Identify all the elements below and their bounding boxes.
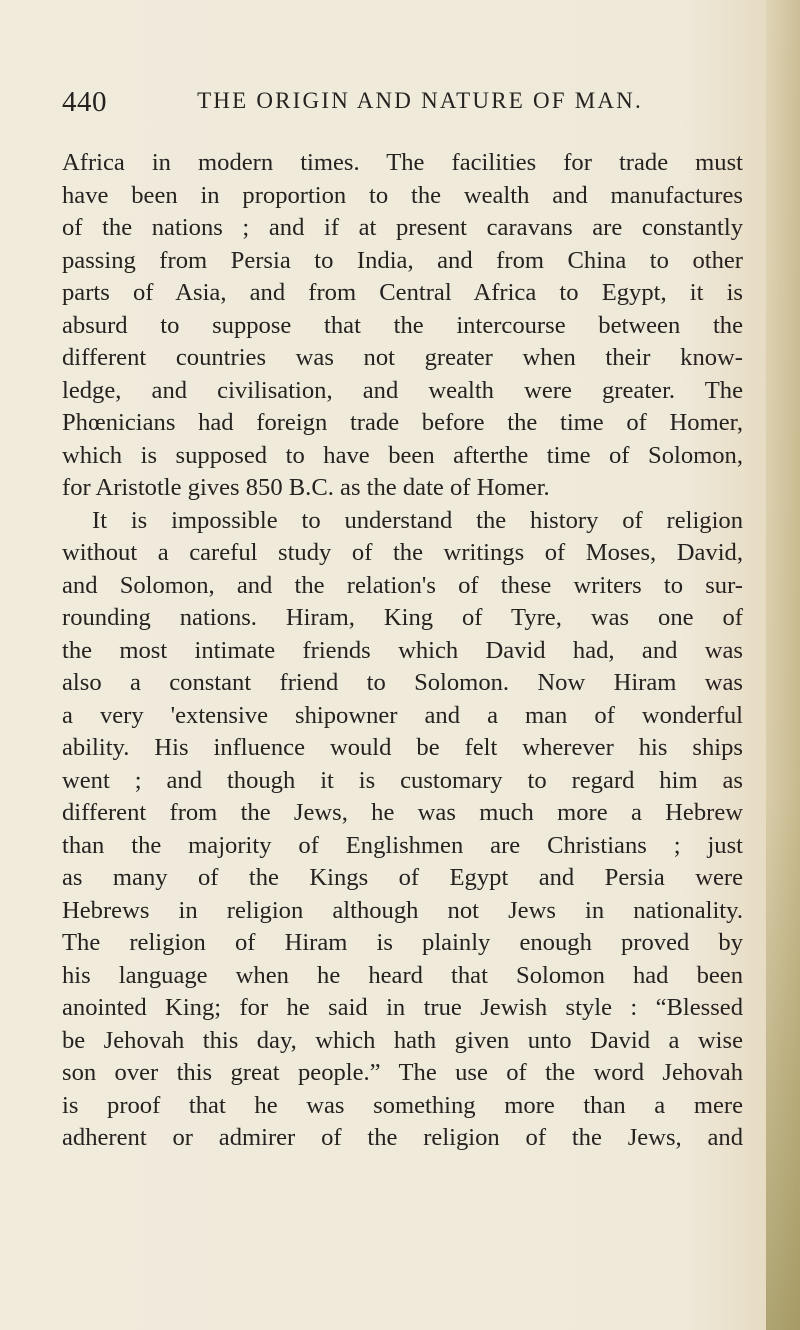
page-edge-stain: [766, 0, 800, 1330]
text-line: passing from Persia to India, and from China to other: [62, 246, 743, 274]
text-line: son over this great people.” The use of the word Jehovah: [62, 1059, 743, 1086]
body-text: [62, 147, 743, 1155]
text-line: is proof that he was something more than a mere: [62, 1091, 743, 1119]
running-head: THE ORIGIN AND NATURE OF MAN.: [197, 88, 643, 113]
paragraph-start-line: It is impossible to understand the history of religion: [92, 506, 743, 534]
text-line: a very 'extensive shipowner and a man of wonderful: [62, 701, 743, 729]
page-number: 440: [62, 86, 107, 118]
text-line: anointed King; for he said in true Jewish style : “Blessed: [62, 994, 743, 1021]
text-line: rounding nations. Hiram, King of Tyre, was one of: [62, 604, 743, 631]
text-line: ledge, and civilisation, and wealth were greater. The: [62, 376, 743, 404]
text-line: went ; and though it is customary to regard him as: [62, 766, 743, 794]
text-line: Phœnicians had foreign trade before the time of Homer,: [62, 409, 743, 436]
text-line: without a careful study of the writings of Moses, David,: [62, 539, 743, 566]
text-line: parts of Asia, and from Central Africa to Egypt, it is: [62, 279, 743, 306]
text-line: as many of the Kings of Egypt and Persia were: [62, 864, 743, 891]
text-line: and Solomon, and the relation's of these writers to sur-: [62, 571, 743, 599]
text-line: different countries was not greater when their know-: [62, 344, 743, 371]
text-line: adherent or admirer of the religion of the Jews, and: [62, 1124, 743, 1151]
text-line: The religion of Hiram is plainly enough proved by: [62, 929, 743, 956]
text-line: the most intimate friends which David had, and was: [62, 636, 743, 664]
text-line: ability. His influence would be felt wherever his ships: [62, 734, 743, 761]
text-line: which is supposed to have been afterthe time of Solomon,: [62, 441, 743, 469]
text-line: Hebrews in religion although not Jews in nationality.: [62, 896, 743, 924]
page-header: [62, 86, 742, 126]
text-line: have been in proportion to the wealth and manufactures: [62, 181, 743, 209]
text-line: Africa in modern times. The facilities for trade must: [62, 149, 743, 176]
text-line: different from the Jews, he was much more a Hebrew: [62, 799, 743, 826]
text-line: be Jehovah this day, which hath given unto David a wise: [62, 1026, 743, 1054]
text-line: for Aristotle gives 850 B.C. as the date of Homer.: [62, 474, 550, 501]
text-line: of the nations ; and if at present caravans are constantly: [62, 214, 743, 241]
text-line: also a constant friend to Solomon. Now Hiram was: [62, 669, 743, 696]
text-line: than the majority of Englishmen are Christians ; just: [62, 831, 743, 859]
text-line: his language when he heard that Solomon had been: [62, 961, 743, 989]
text-line: absurd to suppose that the intercourse between the: [62, 311, 743, 339]
